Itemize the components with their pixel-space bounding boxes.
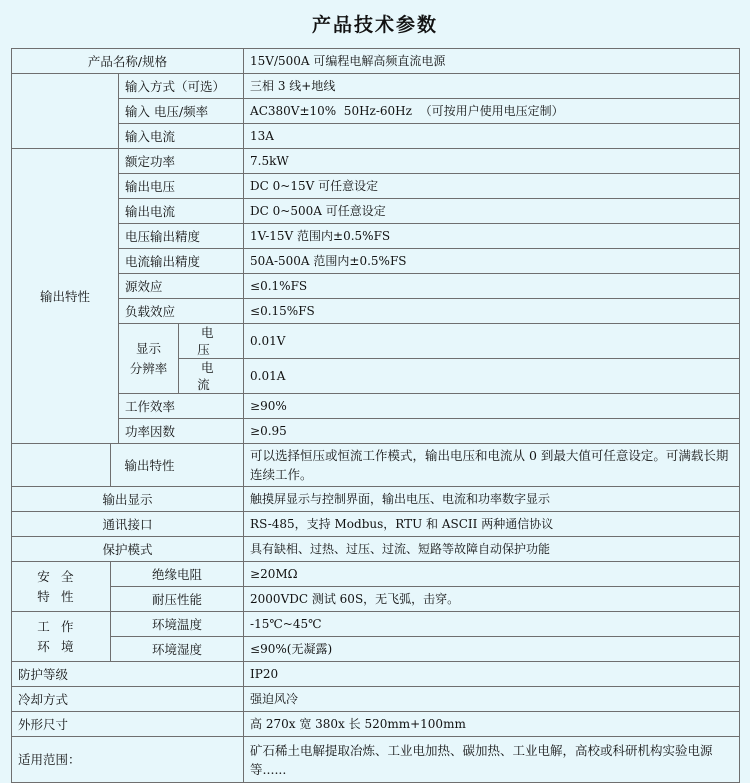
row-value-dimensions: 高 270x 宽 380x 长 520mm+100mm — [244, 712, 740, 737]
row-label-load-effect: 负载效应 — [119, 299, 244, 324]
row-label-resolution — [119, 324, 179, 394]
row-label-input-voltage: 输入 电压/频率 — [119, 99, 244, 124]
table-row — [12, 737, 740, 783]
table-row — [12, 587, 740, 612]
row-value-temperature: -15℃~45℃ — [244, 612, 740, 637]
table-row — [12, 487, 740, 512]
row-label-application: 适用范围： — [12, 737, 244, 783]
table-row — [12, 299, 740, 324]
row-label-voltage-precision: 电压输出精度 — [119, 224, 244, 249]
row-value-resolution-voltage: 0.01V — [244, 324, 740, 359]
row-label-withstand: 耐压性能 — [111, 587, 244, 612]
row-value-resolution-current: 0.01A — [244, 359, 740, 394]
safety-label-line2: 特性 — [37, 588, 85, 604]
table-row — [12, 249, 740, 274]
table-row — [12, 512, 740, 537]
table-row — [12, 394, 740, 419]
row-value-output-characteristics: 可以选择恒压或恒流工作模式，输出电压和电流从 0 到最大值可任意设定。可满载长期连续工作。 — [244, 444, 740, 487]
page-title: 产品技术参数 — [311, 14, 438, 36]
table-row — [12, 419, 740, 444]
table-row — [12, 199, 740, 224]
table-row — [12, 662, 740, 687]
table-row — [12, 274, 740, 299]
environment-label-line2: 环境 — [37, 638, 85, 654]
table-row — [12, 224, 740, 249]
group-environment — [12, 612, 111, 662]
group-output: 输出特性 — [12, 149, 119, 444]
row-label-humidity: 环境湿度 — [111, 637, 244, 662]
row-label-dimensions: 外形尺寸 — [12, 712, 244, 737]
row-value-output-current: DC 0~500A 可任意设定 — [244, 199, 740, 224]
table-row — [12, 99, 740, 124]
resolution-label-line2: 分辨率 — [129, 360, 168, 376]
row-label-output-current: 输出电流 — [119, 199, 244, 224]
table-row — [12, 537, 740, 562]
table-row — [12, 712, 740, 737]
row-value-input-current: 13A — [244, 124, 740, 149]
table-row — [12, 444, 740, 487]
row-value-model: 15V/500A 可编程电解高频直流电源 — [244, 49, 740, 74]
table-row — [12, 637, 740, 662]
resolution-label-line1: 显示 — [135, 340, 161, 356]
row-value-input-voltage: AC380V±10% 50Hz-60Hz （可按用户使用电压定制） — [244, 99, 740, 124]
row-value-load-effect: ≤0.15%FS — [244, 299, 740, 324]
table-row — [12, 612, 740, 637]
row-value-comm: RS-485，支持 Modbus，RTU 和 ASCII 两种通信协议 — [244, 512, 740, 537]
row-value-protection: 具有缺相、过热、过压、过流、短路等故障自动保护功能 — [244, 537, 740, 562]
table-row — [12, 324, 740, 359]
spec-table — [11, 48, 740, 783]
row-value-display: 触摸屏显示与控制界面，输出电压、电流和功率数字显示 — [244, 487, 740, 512]
row-label-insulation: 绝缘电阻 — [111, 562, 244, 587]
row-value-efficiency: ≥90% — [244, 394, 740, 419]
row-label-input-current: 输入电流 — [119, 124, 244, 149]
row-label-comm: 通讯接口 — [12, 512, 244, 537]
row-label-output-voltage: 输出电压 — [119, 174, 244, 199]
row-value-insulation: ≥20MΩ — [244, 562, 740, 587]
row-label-input-mode: 输入方式（可选） — [119, 74, 244, 99]
row-value-cooling: 强迫风冷 — [244, 687, 740, 712]
row-label-display: 输出显示 — [12, 487, 244, 512]
row-value-withstand: 2000VDC 测试 60S，无飞弧，击穿。 — [244, 587, 740, 612]
table-row — [12, 49, 740, 74]
row-value-power-factor: ≥0.95 — [244, 419, 740, 444]
group-input — [12, 74, 119, 149]
row-label-efficiency: 工作效率 — [119, 394, 244, 419]
row-label-cooling: 冷却方式 — [12, 687, 244, 712]
table-row — [12, 124, 740, 149]
row-label-rated-power: 额定功率 — [119, 149, 244, 174]
row-label-power-factor: 功率因数 — [119, 419, 244, 444]
row-label-source-effect: 源效应 — [119, 274, 244, 299]
environment-label-line1: 工作 — [37, 618, 85, 634]
row-label-output-characteristics: 输出特性 — [119, 444, 244, 487]
row-label-resolution-voltage: 电压 — [179, 324, 244, 359]
row-label-current-precision: 电流输出精度 — [119, 249, 244, 274]
row-value-voltage-precision: 1V-15V 范围内±0.5%FS — [244, 224, 740, 249]
table-row — [12, 562, 740, 587]
row-value-rated-power: 7.5kW — [244, 149, 740, 174]
table-row — [12, 74, 740, 99]
row-value-input-mode: 三相 3 线+地线 — [244, 74, 740, 99]
safety-label-line1: 安全 — [37, 568, 85, 584]
row-value-current-precision: 50A-500A 范围内±0.5%FS — [244, 249, 740, 274]
row-label-model: 产品名称/规格 — [12, 49, 244, 74]
row-label-temperature: 环境温度 — [111, 612, 244, 637]
group-safety — [12, 562, 111, 612]
table-row — [12, 149, 740, 174]
row-value-humidity: ≤90%(无凝露) — [244, 637, 740, 662]
table-row — [12, 687, 740, 712]
row-value-application: 矿石稀土电解提取冶炼、工业电加热、碳加热、工业电解，高校或科研机构实验电源等...... — [244, 737, 740, 783]
row-value-source-effect: ≤0.1%FS — [244, 274, 740, 299]
row-value-output-voltage: DC 0~15V 可任意设定 — [244, 174, 740, 199]
row-label-resolution-current: 电流 — [179, 359, 244, 394]
row-label-ip: 防护等级 — [12, 662, 244, 687]
row-label-protection: 保护模式 — [12, 537, 244, 562]
row-value-ip: IP20 — [244, 662, 740, 687]
table-row — [12, 174, 740, 199]
